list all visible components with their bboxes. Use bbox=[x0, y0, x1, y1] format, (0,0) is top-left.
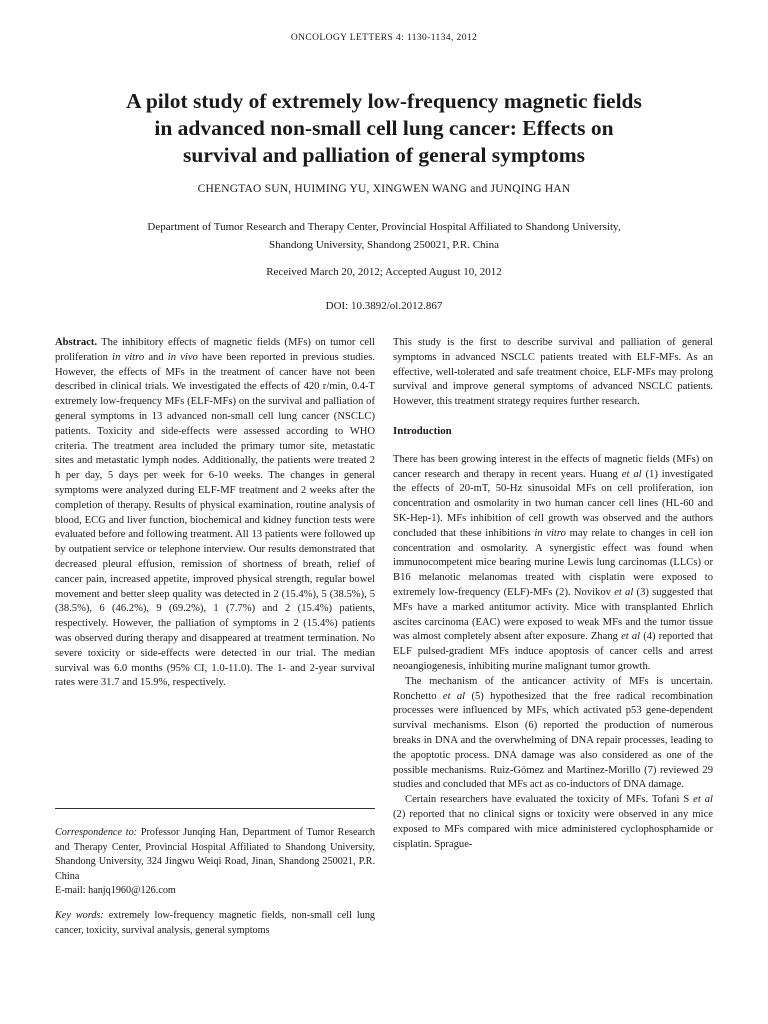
affiliation-line: Department of Tumor Research and Therapy Center, Provincial Hospital Affiliated to Shandong University, bbox=[147, 221, 621, 233]
affiliation bbox=[80, 218, 688, 254]
author-list: CHENGTAO SUN, HUIMING YU, XINGWEN WANG and JUNQING HAN bbox=[197, 183, 571, 195]
intro-text: (4) reported that ELF pulsed-gradient MFs induce apoptosis of cancer cells and arrest neoangiogenesis, inhibiting murine malignant tumor growth. bbox=[393, 631, 713, 672]
intro-italic: et al bbox=[621, 631, 641, 643]
correspondence-email[interactable]: E-mail: hanjq1960@126.com bbox=[55, 885, 176, 896]
intro-text: may relate to changes in cell ion concentration and osmolarity. A synergistic effect was found when immunocompetent mice bearing murine Lewis lung carcinomas (LLCs) or B16 melanotic melanomas treated with cisplatin were exposed to extremely low-frequency (ELF)-MFs (2). Novikov bbox=[393, 527, 713, 598]
title-line: survival and palliation of general symptoms bbox=[183, 143, 585, 167]
keywords-note bbox=[55, 909, 375, 938]
article-title bbox=[60, 88, 708, 169]
abstract-italic: in vivo bbox=[167, 351, 198, 363]
right-column bbox=[393, 336, 713, 852]
abstract-text: The inhibitory effects of magnetic fields (MFs) on tumor cell proliferation bbox=[55, 337, 375, 363]
intro-italic: et al bbox=[693, 794, 713, 806]
intro-text: (2) reported that no clinical signs or toxicity were observed in any mice exposed to MFs compared with mice administered cyclophosphamide or cisplatin. Sprague- bbox=[393, 808, 713, 850]
abstract-label: Abstract. bbox=[55, 337, 98, 348]
intro-text: The mechanism of the anticancer activity of MFs is uncertain. Ronchetto bbox=[393, 675, 713, 702]
footnote-divider bbox=[55, 808, 375, 809]
keywords-label: Key words: bbox=[55, 910, 104, 921]
intro-text: (3) suggested that MFs have a marked antitumor activity. Mice with transplanted Ehrlich ascites carcinoma (EAC) were exposed to weak MFs and the tumor tissue was almost completely absent after exposure. Zhang bbox=[393, 586, 714, 643]
intro-paragraph bbox=[393, 793, 713, 852]
intro-text: There has been growing interest in the effects of magnetic fields (MFs) on cancer research and therapy in recent years. Huang bbox=[393, 453, 713, 480]
intro-text: Certain researchers have evaluated the toxicity of MFs. Tofani S bbox=[405, 794, 694, 806]
title-line: A pilot study of extremely low-frequency magnetic fields bbox=[126, 89, 642, 113]
intro-paragraph bbox=[393, 675, 713, 793]
doi: DOI: 10.3892/ol.2012.867 bbox=[325, 300, 443, 312]
affiliation-line: Shandong University, Shandong 250021, P.R. China bbox=[269, 239, 499, 251]
abstract-text: have been reported in previous studies. However, the effects of MFs in the treatment of cancer have not been described in clinical trials. We investigated the effects of 420 r/min, 0.4-T extremely low-frequency MFs (ELF-MFs) on the survival and palliation of general symptoms in 13 advanced non-small cell lung cancer (NSCLC) patients. Toxicity and side-effects were assessed according to WHO criteria. The treatment area included the primary tumor site, metastatic sites and metastatic lymph nodes. Additionally, the patients were treated 2 h per day, 5 days per week for 6-10 weeks. The changes in general symptoms were analyzed during ELF-MF treatment and 2 weeks after the completion of therapy. Results of physical examination, routine analysis of blood, ECG and liver function, biochemical and kidney function tests were evaluated before and following treatment. All 13 patients were followed up by outpatient service or telephone interview. Our results demonstrated that decreased pleural effusion, remission of shortness of breath, relief of cancer pain, increased appetite, improved physical strength, regular bowel movement and better sleep quality was detected in 2 (15.4%), 5 (38.5%), 5 (38.5%), 6 (46.2%), 9 (69.2%), 1 (7.7%) and 2 (15.4%) patients, respectively. However, the palliation of symptoms in 2 (15.4%) patients was observed during therapy and disappeared at treatment termination. No severe toxicity or side-effects were detected in our trial. The median survival was 6.0 months (95% CI, 1.0-11.0). The 1- and 2-year survival rates were 31.7 and 15.9%, respectively. bbox=[55, 351, 375, 689]
correspondence-note bbox=[55, 826, 375, 899]
abstract-italic: in vitro bbox=[112, 351, 145, 363]
intro-text: (1) investigated the effects of 20-mT, 50-Hz sinusoidal MFs on cell proliferation, ion concentration and osmolarity in two human cancer cell lines (HL-60 and SK-Hep-1). MFs inhibition of cell growth was observed and the authors concluded that these inhibitions bbox=[393, 468, 713, 539]
intro-italic: et al bbox=[621, 468, 642, 480]
correspondence-label: Correspondence to: bbox=[55, 827, 138, 838]
correspondence-text: Professor Junqing Han, Department of Tumor Research and Therapy Center, Provincial Hospital Affiliated to Shandong University, Shandong University, 324 Jingwu Weiqi Road, Jinan, Shandong 250021, P.R. China bbox=[55, 827, 375, 882]
abstract-paragraph bbox=[55, 336, 375, 691]
intro-paragraph bbox=[393, 453, 713, 675]
running-head: ONCOLOGY LETTERS 4: 1130-1134, 2012 bbox=[290, 33, 478, 43]
intro-italic: et al bbox=[614, 586, 634, 598]
keywords-text: extremely low-frequency magnetic fields, non-small cell lung cancer, toxicity, survival analysis, general symptoms bbox=[55, 910, 376, 936]
introduction-heading: Introduction bbox=[393, 424, 452, 437]
intro-text: (5) hypothesized that the free radical recombination processes were influenced by MFs, which activated p53 gene-dependent survival mechanisms. Elson (6) reported the production of numerous breaks in DNA and the overwhelming of DNA repair processes, leading to the apoptotic process. DNA damage was also considered as one of the possible mechanisms. Ruiz-Gómez and Martínez-Morillo (7) reviewed 29 studies and concluded that MFs act as co-inductors of DNA damage. bbox=[393, 690, 713, 791]
left-column bbox=[55, 336, 375, 691]
abstract-continuation: This study is the first to describe survival and palliation of general symptoms in advanced NSCLC patients treated with ELF-MFs. As an effective, well-tolerated and safe treatment choice, ELF-MFs may prolong survival and improve general symptoms of advanced NSCLC patients. However, this treatment strategy requires further research. bbox=[393, 337, 713, 408]
received-accepted-dates: Received March 20, 2012; Accepted August 10, 2012 bbox=[266, 266, 502, 278]
intro-italic: in vitro bbox=[534, 527, 566, 539]
title-line: in advanced non-small cell lung cancer: Effects on bbox=[154, 116, 614, 140]
abstract-text: and bbox=[144, 351, 168, 363]
intro-italic: et al bbox=[442, 690, 466, 702]
